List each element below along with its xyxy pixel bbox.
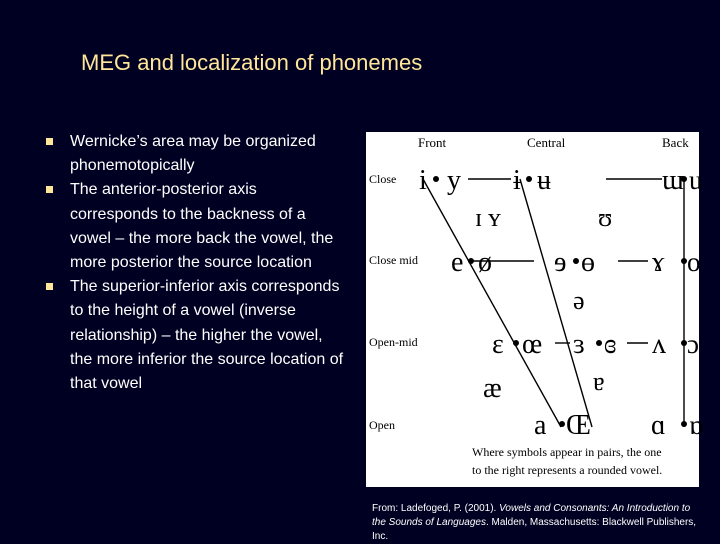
vowel-symbol: ɛ xyxy=(492,329,504,360)
bullet-text: Wernicke’s area may be organized phonemotopically xyxy=(70,133,316,175)
vowel-symbol: a xyxy=(534,410,547,441)
ipa-vowel-chart xyxy=(366,132,704,487)
vowel-symbol: i xyxy=(419,165,427,196)
vowel-symbol: æ xyxy=(483,373,502,404)
vowel-symbol: Œ xyxy=(566,410,591,441)
row-label-close: Close xyxy=(369,172,397,186)
pair-dot xyxy=(433,176,439,182)
vowel-chart-figure xyxy=(366,132,704,487)
vowel-symbol: ɨ xyxy=(513,165,521,196)
vowel-symbol: œ xyxy=(522,329,543,360)
vowel-symbol: ɒ xyxy=(689,410,704,440)
bullet-item xyxy=(46,130,346,178)
vowel-symbol: ɜ xyxy=(573,329,585,360)
column-label-back: Back xyxy=(662,135,689,150)
vowel-symbol: ɔ xyxy=(687,329,699,359)
vowel-symbol: ʌ xyxy=(652,329,666,360)
vowel-symbol: ɯ xyxy=(662,165,684,196)
citation xyxy=(372,502,702,544)
pair-dot xyxy=(596,340,602,346)
square-bullet-icon xyxy=(46,186,53,193)
pair-dot xyxy=(573,258,579,264)
vowel-symbol: y xyxy=(447,165,461,196)
vowel-trapezoid xyxy=(423,179,684,427)
vowel-symbol: ɪ xyxy=(475,203,483,232)
vowel-symbol: ɞ xyxy=(604,329,617,360)
vowel-symbol: ɐ xyxy=(593,367,605,396)
pair-dot xyxy=(513,340,519,346)
vowel-symbol: e xyxy=(451,247,464,278)
vowel-symbol: ʊ xyxy=(598,203,613,232)
column-label-central: Central xyxy=(527,135,566,150)
column-label-front: Front xyxy=(418,135,447,150)
vowel-symbol: ʏ xyxy=(488,203,501,232)
vowel-symbol: ɤ xyxy=(652,247,665,278)
vowel-symbol: ɑ xyxy=(651,410,666,441)
row-label-open: Open xyxy=(369,418,395,432)
chart-note-line1: Where symbols appear in pairs, the one xyxy=(472,445,662,459)
chart-note-line2: to the right represents a rounded vowel. xyxy=(472,463,663,477)
vowel-symbol: ʉ xyxy=(537,165,551,196)
citation-work-title: Vowels and Consonants: An Introduction to the Sounds of Languages xyxy=(372,503,691,528)
vowel-symbol: o xyxy=(687,247,701,277)
pair-dot xyxy=(526,176,532,182)
row-label-close-mid: Close mid xyxy=(369,253,419,267)
bullet-item xyxy=(46,178,346,275)
vowel-symbol: ɵ xyxy=(581,247,595,278)
pair-dot xyxy=(681,421,687,427)
slide-title: MEG and localization of phonemes xyxy=(81,50,423,75)
square-bullet-icon xyxy=(46,138,53,145)
bullet-text: The superior-inferior axis corresponds to the height of a vowel (inverse relationship) – the higher the vowel, the more inferior the source location of that vowel xyxy=(70,278,344,393)
citation-prefix: From: Ladefoged, P. (2001). xyxy=(372,503,500,514)
pair-dots xyxy=(433,176,687,427)
vowel-symbol: ɘ xyxy=(554,247,567,278)
bullet-item xyxy=(46,275,346,396)
vowel-symbol: ə xyxy=(573,286,585,315)
bullet-list xyxy=(46,130,346,396)
bullet-text: The anterior-posterior axis corresponds to the backness of a vowel – the more back the vowel, the more posterior the source location xyxy=(70,181,334,272)
vowel-symbol: ø xyxy=(478,247,492,278)
vowel-symbols xyxy=(419,165,703,441)
pair-dot xyxy=(468,258,474,264)
row-label-open-mid: Open-mid xyxy=(369,335,418,349)
square-bullet-icon xyxy=(46,283,53,290)
vowel-symbol: u xyxy=(689,165,703,195)
pair-dot xyxy=(559,421,565,427)
citation-suffix: . Malden, Massachusetts: Blackwell Publishers, Inc. xyxy=(372,517,697,542)
